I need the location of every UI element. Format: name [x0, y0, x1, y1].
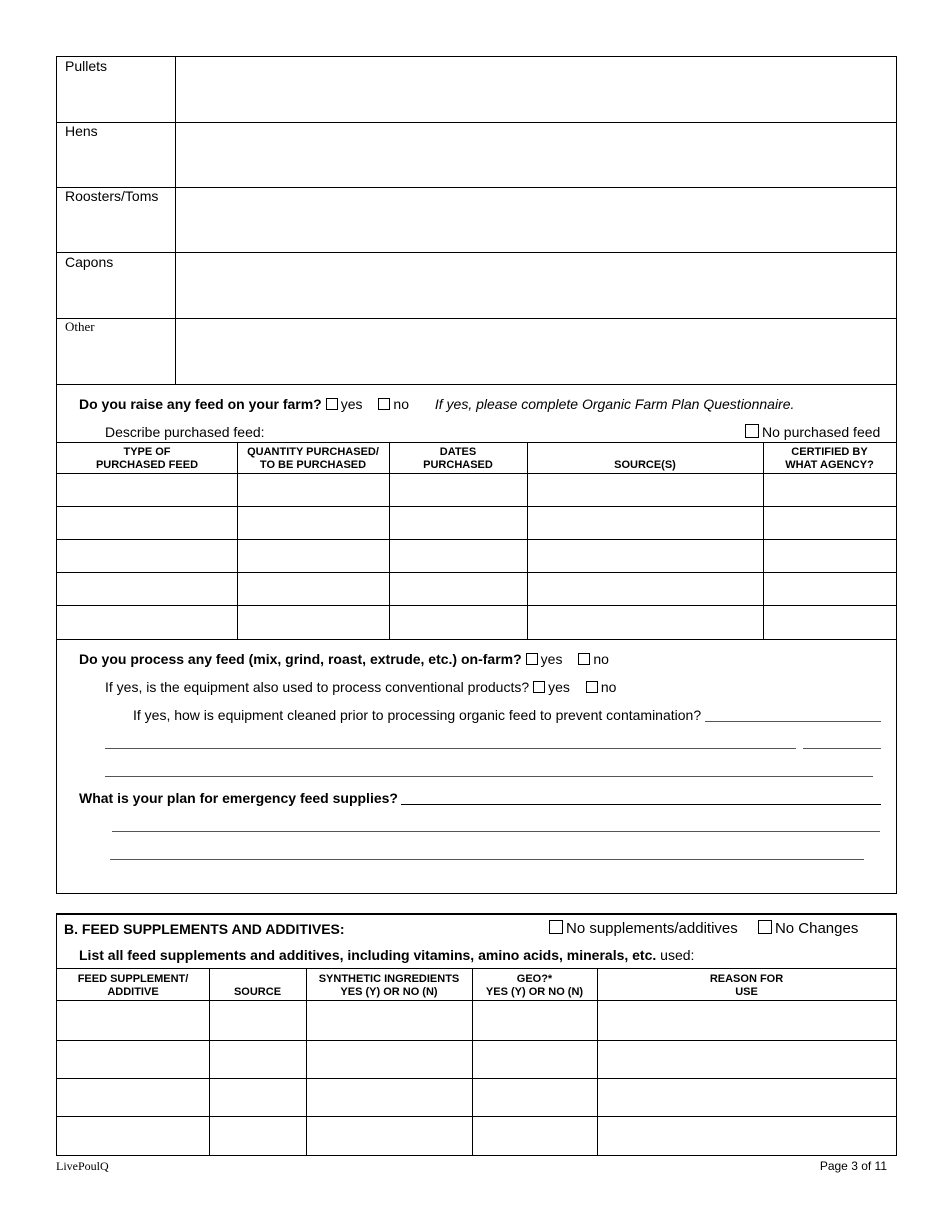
section-b-title: B. FEED SUPPLEMENTS AND ADDITIVES:: [64, 921, 345, 937]
process-feed-question: Do you process any feed (mix, grind, roast, extrude, etc.) on-farm? yes no: [79, 651, 609, 667]
row-label-other: Other: [65, 319, 95, 334]
describe-purchased-label: Describe purchased feed:: [105, 424, 265, 440]
col-supp-source: SOURCE: [233, 986, 282, 998]
cleaning-question: If yes, how is equipment cleaned prior to processing organic feed to prevent contamination?: [133, 707, 702, 723]
emergency-answer-line[interactable]: [112, 831, 880, 832]
table-row[interactable]: [58, 508, 895, 538]
col-geo: GEO?* YES (Y) OR NO (N): [485, 973, 584, 998]
other-input[interactable]: [177, 320, 895, 383]
page-number: Page 3 of 11: [819, 1159, 887, 1173]
pullets-input[interactable]: [177, 58, 895, 121]
col-reason: REASON FOR USE: [709, 973, 784, 998]
no-purchased-feed-option[interactable]: No purchased feed: [741, 424, 880, 440]
row-label-capons: Capons: [65, 254, 114, 270]
raise-feed-yes-checkbox[interactable]: [326, 398, 338, 410]
equipment-question: If yes, is the equipment also used to process conventional products? yes no: [105, 679, 617, 695]
table-row[interactable]: [58, 475, 895, 505]
equipment-yes-checkbox[interactable]: [533, 681, 545, 693]
no-changes-checkbox[interactable]: [758, 920, 772, 934]
no-purchased-feed-checkbox[interactable]: [745, 424, 759, 438]
cleaning-answer-line[interactable]: [105, 776, 873, 777]
roosters-toms-input[interactable]: [177, 189, 895, 251]
col-synthetic: SYNTHETIC INGREDIENTS YES (Y) OR NO (N): [318, 973, 460, 998]
supplements-instruction: List all feed supplements and additives, including vitamins, amino acids, minerals, etc. used:: [79, 947, 695, 963]
raise-feed-no-checkbox[interactable]: [378, 398, 390, 410]
cleaning-answer-line[interactable]: [705, 721, 881, 722]
table-row[interactable]: [58, 607, 895, 638]
table-row[interactable]: [58, 541, 895, 571]
col-dates: DATES PURCHASED: [423, 446, 493, 471]
row-label-pullets: Pullets: [65, 58, 108, 74]
emergency-answer-line[interactable]: [110, 859, 864, 860]
process-yes-checkbox[interactable]: [526, 653, 538, 665]
row-label-hens: Hens: [65, 123, 98, 139]
col-sources: SOURCE(S): [614, 459, 676, 471]
no-supplements-checkbox[interactable]: [549, 920, 563, 934]
capons-input[interactable]: [177, 254, 895, 317]
hens-input[interactable]: [177, 124, 895, 186]
col-type-of-feed: TYPE OF PURCHASED FEED: [95, 446, 199, 471]
table-row[interactable]: [58, 574, 895, 604]
col-feed-supplement: FEED SUPPLEMENT/ ADDITIVE: [77, 973, 189, 998]
row-label-roosters-toms: Roosters/Toms: [65, 188, 159, 204]
table-row[interactable]: [58, 1042, 895, 1077]
no-supplements-option[interactable]: No supplements/additives No Changes: [545, 920, 858, 937]
equipment-no-checkbox[interactable]: [586, 681, 598, 693]
form-code: LivePoulQ: [56, 1159, 109, 1173]
table-row[interactable]: [58, 1118, 895, 1154]
emergency-feed-question: What is your plan for emergency feed supplies?: [79, 790, 398, 806]
cleaning-answer-line[interactable]: [105, 748, 796, 749]
cleaning-answer-line[interactable]: [803, 748, 881, 749]
table-row[interactable]: [58, 1002, 895, 1039]
raise-feed-question: Do you raise any feed on your farm? yes no If yes, please complete Organic Farm Plan Questionnaire.: [79, 396, 795, 412]
table-row[interactable]: [58, 1080, 895, 1115]
emergency-answer-line[interactable]: [401, 804, 881, 805]
col-certified: CERTIFIED BY WHAT AGENCY?: [785, 446, 874, 471]
col-quantity: QUANTITY PURCHASED/ TO BE PURCHASED: [247, 446, 379, 471]
process-no-checkbox[interactable]: [578, 653, 590, 665]
